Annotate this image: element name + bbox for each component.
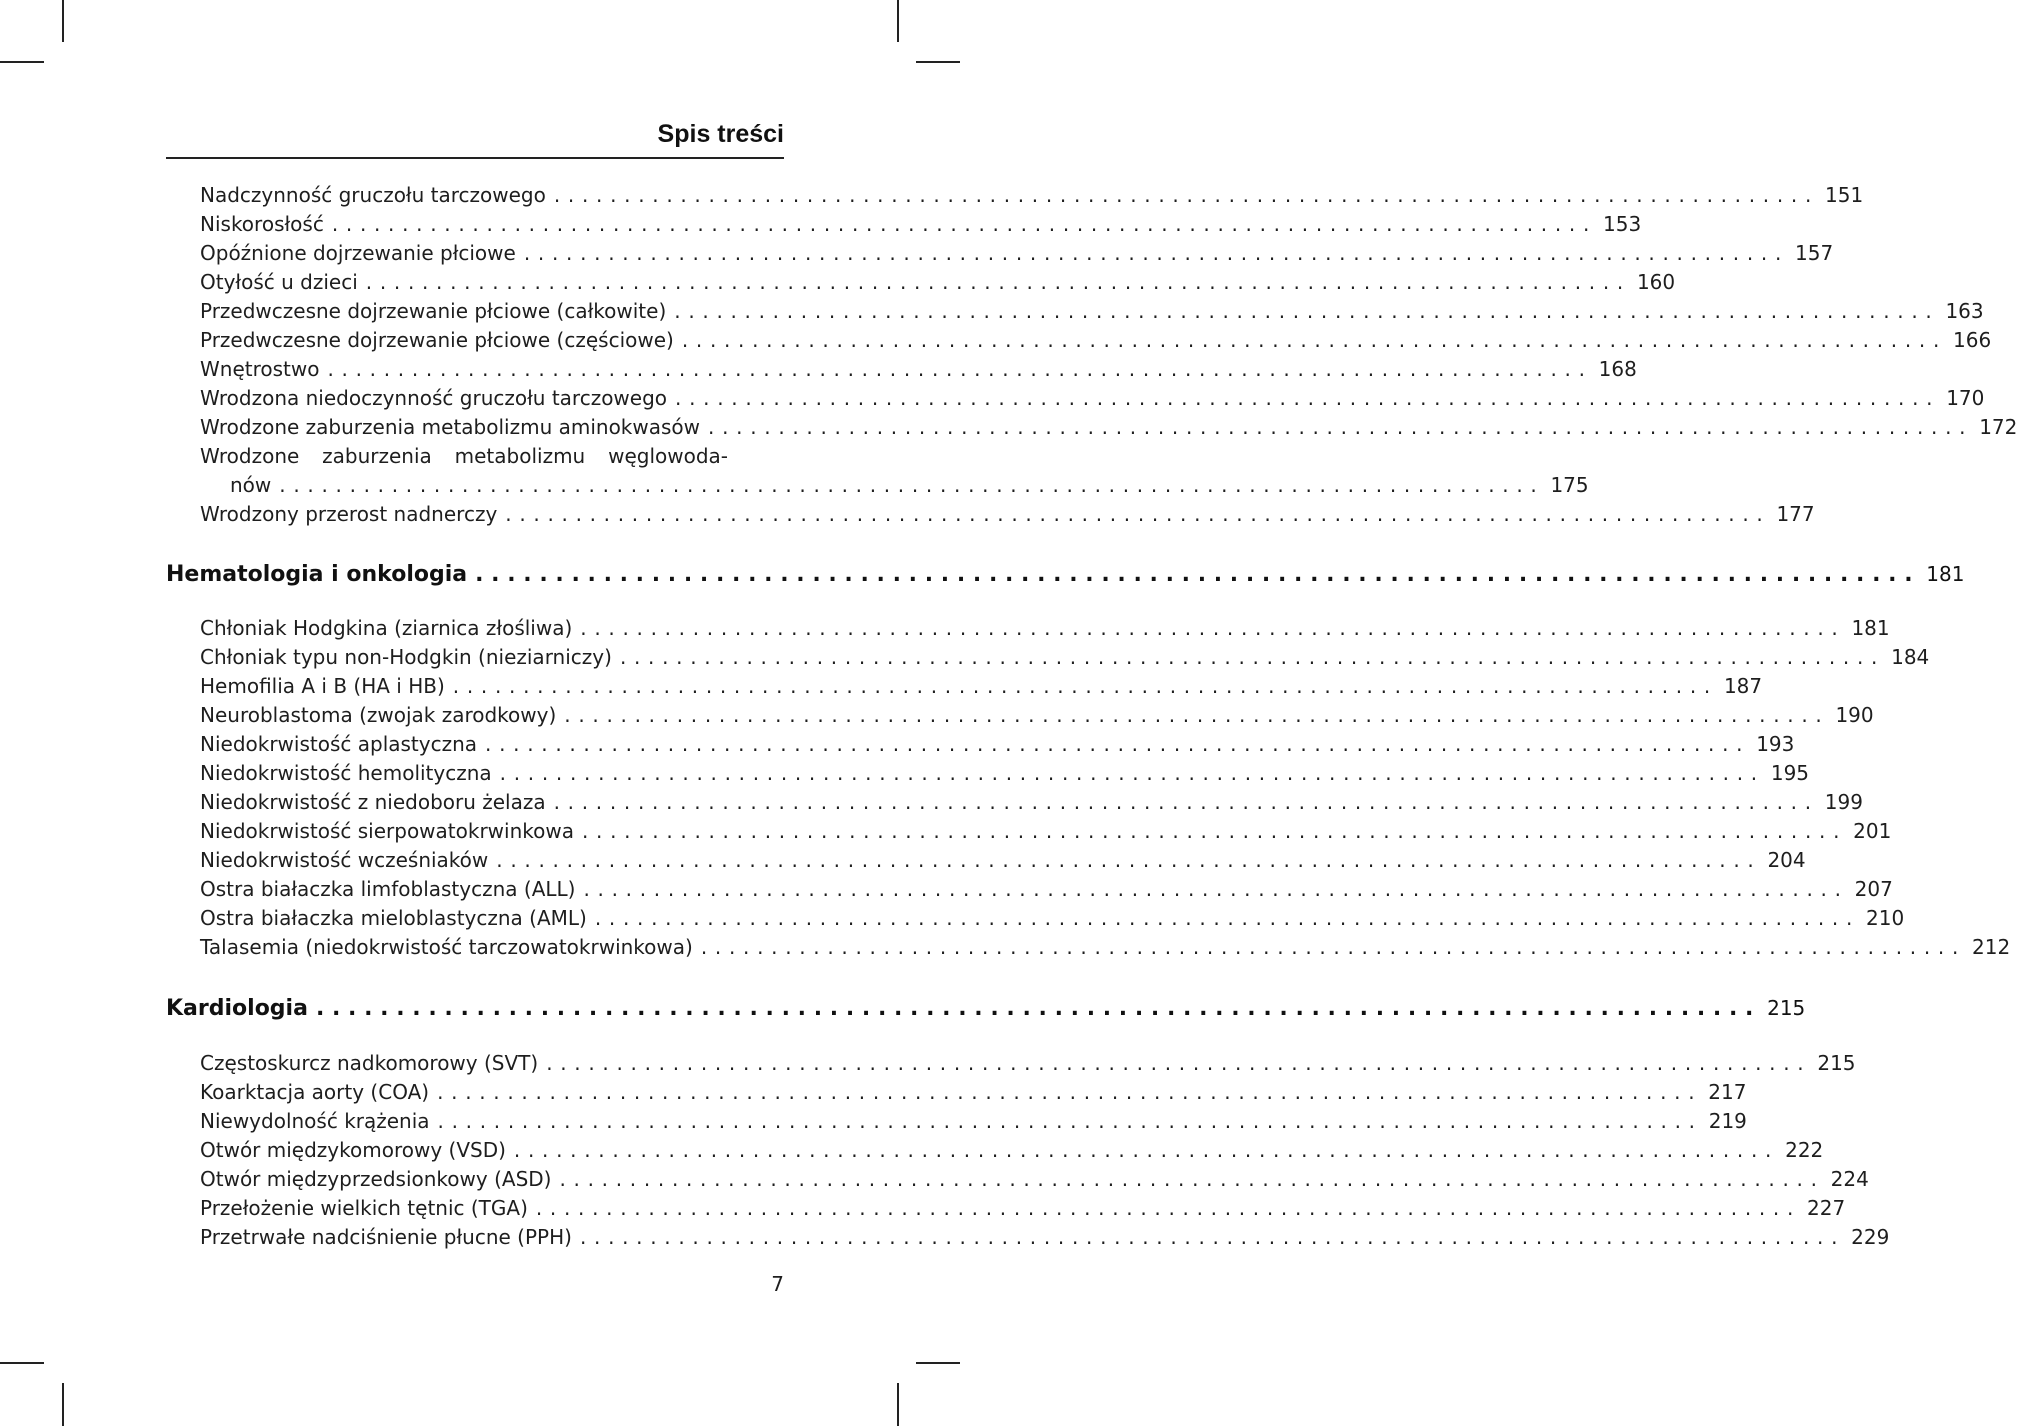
crop-mark-top-right-vertical (897, 0, 899, 42)
toc-entry-page: 217 (1708, 1080, 1747, 1104)
toc-entry-page: 170 (1946, 386, 1985, 410)
toc-section-title: Hematologia i onkologia (166, 562, 468, 587)
toc-entry-title: Wrodzone zaburzenia metabolizmu aminokwasów (200, 415, 701, 439)
toc-entry-page: 166 (1953, 328, 1992, 352)
header-rule (166, 157, 784, 159)
toc-leader-dots: .......................................................................................... (315, 996, 1762, 1021)
toc-leader-dots: .......................................................................................... (553, 183, 1820, 207)
toc-leader-dots: .......................................................................................... (365, 270, 1631, 294)
toc-entry-title: Niskorosłość (200, 212, 324, 236)
toc-entry-title: Chłoniak Hodgkina (ziarnica złośliwa) (200, 616, 573, 640)
toc-entry[interactable] (200, 181, 1864, 210)
crop-mark-top-left-vertical (62, 0, 64, 42)
toc-section-cardiology[interactable] (166, 994, 1806, 1023)
crop-mark-bottom-left-vertical (62, 1383, 64, 1426)
toc-entry-page: 187 (1723, 674, 1763, 698)
toc-entry[interactable] (200, 672, 1763, 701)
toc-leader-dots: .......................................................................................... (499, 761, 1765, 785)
toc-entry[interactable] (200, 1194, 1846, 1223)
toc-entry[interactable] (200, 500, 1815, 529)
toc-entry-title: nów (230, 473, 272, 497)
toc-entry-title: Wrodzona niedoczynność gruczołu tarczowego (200, 386, 668, 410)
toc-entry-page: 175 (1550, 473, 1589, 497)
toc-entry-title: Wrodzony przerost nadnerczy (200, 502, 498, 526)
toc-leader-dots: .......................................................................................... (513, 1138, 1780, 1162)
toc-entry[interactable] (200, 643, 1930, 672)
toc-entry[interactable] (200, 1078, 1747, 1107)
toc-entry-title: Niedokrwistość hemolityczna (200, 761, 492, 785)
toc-entry-page: 177 (1776, 502, 1815, 526)
toc-entry-title: Koarktacja aorty (COA) (200, 1080, 430, 1104)
crop-mark-top-left-horizontal (0, 61, 44, 63)
crop-mark-bottom-right-vertical (897, 1383, 899, 1426)
toc-entry[interactable] (200, 326, 1992, 355)
toc-entry-page: 229 (1851, 1225, 1890, 1249)
toc-leader-dots: .......................................................................................... (546, 1051, 1812, 1075)
toc-entry-page: 160 (1636, 270, 1676, 294)
toc-entry-title: Wnętrostwo (200, 357, 320, 381)
toc-entry-page: 181 (1851, 616, 1890, 640)
toc-entry[interactable] (200, 384, 1985, 413)
toc-entry-title: Przełożenie wielkich tętnic (TGA) (200, 1196, 528, 1220)
toc-entry-page: 212 (1972, 935, 2011, 959)
toc-leader-dots: .......................................................................................... (475, 562, 1921, 587)
toc-leader-dots: .......................................................................................... (331, 212, 1597, 236)
crop-mark-bottom-right-horizontal (916, 1362, 960, 1364)
toc-entry-title: Ostra białaczka mieloblastyczna (AML) (200, 906, 587, 930)
toc-entry-page: 215 (1817, 1051, 1856, 1075)
toc-entry[interactable] (200, 759, 1810, 788)
toc-entry-title: Chłoniak typu non-Hodgkin (nieziarniczy) (200, 645, 612, 669)
toc-entry-page: 195 (1770, 761, 1810, 785)
toc-leader-dots: .......................................................................................... (619, 645, 1886, 669)
toc-leader-dots: .......................................................................................... (675, 386, 1941, 410)
toc-entry-title: Niedokrwistość sierpowatokrwinkowa (200, 819, 574, 843)
toc-entry[interactable] (200, 1223, 1890, 1252)
toc-entry[interactable] (200, 875, 1893, 904)
page-number: 7 (771, 1272, 784, 1296)
toc-leader-dots: .......................................................................................... (437, 1080, 1703, 1104)
toc-entry[interactable] (200, 701, 1874, 730)
toc-entry-page: 199 (1824, 790, 1863, 814)
toc-entry-title: Niedokrwistość wcześniaków (200, 848, 489, 872)
toc-leader-dots: .......................................................................................... (583, 877, 1849, 901)
toc-entry[interactable] (200, 614, 1890, 643)
crop-mark-bottom-left-horizontal (0, 1362, 44, 1364)
toc-leader-dots: .......................................................................................... (523, 241, 1790, 265)
toc-entry-page: 172 (1979, 415, 2017, 439)
toc-leader-dots: .......................................................................................... (553, 790, 1819, 814)
toc-entry[interactable] (200, 355, 1637, 384)
toc-leader-dots: .......................................................................................... (496, 848, 1762, 872)
toc-entry-page: 151 (1825, 183, 1864, 207)
toc-entry[interactable] (200, 210, 1642, 239)
toc-entry[interactable] (200, 788, 1863, 817)
toc-entry-page: 184 (1891, 645, 1930, 669)
toc-entry-title: Otwór międzykomorowy (VSD) (200, 1138, 506, 1162)
toc-entry[interactable] (200, 1107, 1747, 1136)
toc-entry[interactable] (200, 933, 2011, 962)
toc-leader-dots: .......................................................................................... (559, 1167, 1825, 1191)
toc-entry-title: Ostra białaczka limfoblastyczna (ALL) (200, 877, 576, 901)
toc-leader-dots: .......................................................................................... (681, 328, 1947, 352)
toc-entry-title: Przedwczesne dojrzewanie płciowe (całkowite) (200, 299, 667, 323)
toc-entry-page: 157 (1795, 241, 1834, 265)
toc-entry-title: Neuroblastoma (zwojak zarodkowy) (200, 703, 557, 727)
toc-entry-title: Przetrwałe nadciśnienie płucne (PPH) (200, 1225, 572, 1249)
toc-leader-dots: .......................................................................................... (700, 935, 1967, 959)
toc-entry-page: 204 (1767, 848, 1806, 872)
toc-entry-title: Przedwczesne dojrzewanie płciowe (częściowe) (200, 328, 674, 352)
page-header-title: Spis treści (657, 120, 784, 148)
toc-entry-page: 210 (1866, 906, 1905, 930)
toc-leader-dots: .......................................................................................... (279, 473, 1545, 497)
toc-leader-dots: .......................................................................................... (708, 415, 1974, 439)
toc-section-title: Kardiologia (166, 996, 308, 1021)
toc-leader-dots: .......................................................................................... (485, 732, 1751, 756)
toc-leader-dots: .......................................................................................... (535, 1196, 1802, 1220)
toc-entry[interactable] (200, 730, 1795, 759)
toc-entry-page: 201 (1853, 819, 1892, 843)
toc-entry-page: 168 (1598, 357, 1637, 381)
toc-entry-page: 190 (1835, 703, 1874, 727)
toc-leader-dots: .......................................................................................... (452, 674, 1718, 698)
toc-section-page: 215 (1767, 996, 1806, 1020)
toc-leader-dots: .......................................................................................... (327, 357, 1593, 381)
toc-entry-title: Hemofilia A i B (HA i HB) (200, 674, 445, 698)
crop-mark-top-right-horizontal (916, 61, 960, 63)
toc-entry-page: 193 (1756, 732, 1795, 756)
toc-entry-title: Otyłość u dzieci (200, 270, 358, 294)
toc-leader-dots: .......................................................................................... (580, 616, 1846, 640)
toc-entry[interactable] (200, 297, 1984, 326)
toc-entry[interactable] (200, 1136, 1824, 1165)
toc-entry-wrapped-continuation[interactable] (230, 471, 1589, 500)
toc-leader-dots: .......................................................................................... (674, 299, 1940, 323)
toc-entry[interactable] (200, 817, 1892, 846)
toc-entry-page: 163 (1945, 299, 1984, 323)
toc-leader-dots: .......................................................................................... (505, 502, 1771, 526)
toc-entry[interactable] (200, 1165, 1869, 1194)
toc-entry-page: 222 (1785, 1138, 1824, 1162)
toc-leader-dots: .......................................................................................... (579, 1225, 1846, 1249)
toc-leader-dots: .......................................................................................... (437, 1109, 1703, 1133)
toc-entry-page: 224 (1830, 1167, 1869, 1191)
toc-leader-dots: .......................................................................................... (594, 906, 1861, 930)
toc-entry-title: Częstoskurcz nadkomorowy (SVT) (200, 1051, 539, 1075)
toc-entry-title: Nadczynność gruczołu tarczowego (200, 183, 546, 207)
toc-entry[interactable] (200, 904, 1905, 933)
toc-entry-title: Otwór międzyprzedsionkowy (ASD) (200, 1167, 552, 1191)
toc-entry-title: Niedokrwistość aplastyczna (200, 732, 478, 756)
toc-entry-page: 207 (1854, 877, 1893, 901)
toc-entry-wrapped-first-line[interactable]: Wrodzone zaburzenia metabolizmu węglowoda- (200, 444, 728, 468)
toc-entry-page: 219 (1708, 1109, 1747, 1133)
toc-entry-page: 153 (1603, 212, 1642, 236)
toc-section-page: 181 (1926, 562, 1965, 586)
toc-entry[interactable] (200, 268, 1676, 297)
toc-entry-title: Niewydolność krążenia (200, 1109, 430, 1133)
toc-entry-title: Niedokrwistość z niedoboru żelaza (200, 790, 546, 814)
toc-leader-dots: .......................................................................................... (581, 819, 1848, 843)
toc-entry-title: Talasemia (niedokrwistość tarczowatokrwinkowa) (200, 935, 693, 959)
toc-entry[interactable] (200, 239, 1834, 268)
toc-entry[interactable] (200, 413, 2017, 442)
toc-entry[interactable] (200, 1049, 1856, 1078)
toc-leader-dots: .......................................................................................... (564, 703, 1830, 727)
toc-section-hematology[interactable] (166, 560, 1965, 589)
toc-entry[interactable] (200, 846, 1806, 875)
toc-entry-title: Opóźnione dojrzewanie płciowe (200, 241, 516, 265)
toc-entry-page: 227 (1807, 1196, 1846, 1220)
